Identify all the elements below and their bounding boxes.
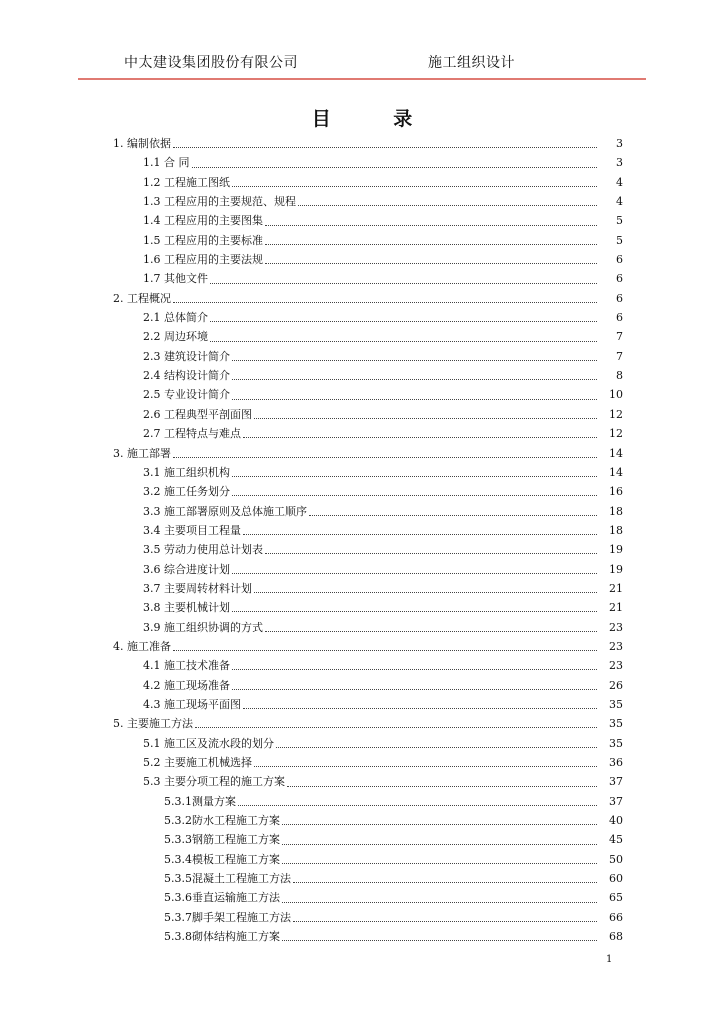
toc-entry-page: 10 [609, 388, 623, 402]
toc-entry-page: 14 [609, 446, 623, 460]
toc-leader-dots [287, 786, 597, 787]
toc-leader-dots [265, 263, 597, 264]
toc-entry-page: 26 [609, 678, 623, 692]
toc-entry-page: 60 [609, 872, 623, 886]
toc-entry[interactable] [113, 695, 623, 714]
toc-entry-page: 3 [616, 137, 623, 150]
toc-entry-page: 68 [609, 930, 623, 944]
toc-entry-page: 37 [609, 775, 623, 789]
toc-entry-label: 5. 主要施工方法 [113, 717, 193, 731]
toc-entry-page: 45 [609, 833, 623, 847]
page-number: 1 [606, 954, 613, 965]
toc-entry-label: 1.4 工程应用的主要图集 [143, 214, 263, 228]
toc-entry-label: 3.7 主要周转材料计划 [143, 581, 252, 595]
toc-entry-page: 7 [616, 330, 623, 344]
toc-entry-label: 2.7 工程特点与难点 [143, 427, 241, 441]
toc-entry[interactable] [113, 560, 623, 579]
toc-entry[interactable] [113, 618, 623, 637]
toc-entry-label: 4.1 施工技术准备 [143, 659, 230, 673]
toc-entry[interactable] [113, 908, 623, 927]
toc-leader-dots [293, 921, 597, 922]
toc-leader-dots [173, 302, 597, 303]
toc-leader-dots [173, 457, 597, 458]
toc-entry[interactable] [113, 269, 623, 288]
toc-entry-label: 3.8 主要机械计划 [143, 601, 230, 615]
toc-leader-dots [265, 225, 597, 226]
toc-leader-dots [210, 341, 597, 342]
toc-entry-label: 5.3.5混凝土工程施工方法 [164, 872, 291, 886]
toc-entry-page: 40 [609, 814, 623, 828]
toc-entry[interactable] [113, 714, 623, 733]
toc-leader-dots [192, 167, 598, 168]
toc-entry-label: 1.6 工程应用的主要法规 [143, 253, 263, 267]
toc-entry[interactable] [113, 153, 623, 172]
toc-entry-label: 1. 编制依据 [113, 137, 171, 150]
toc-leader-dots [232, 399, 597, 400]
toc-leader-dots [173, 650, 597, 651]
page-header [78, 48, 646, 80]
toc-entry[interactable] [113, 830, 623, 849]
toc-leader-dots [276, 747, 597, 748]
toc-entry[interactable] [113, 405, 623, 424]
toc-entry[interactable] [113, 250, 623, 269]
toc-entry[interactable] [113, 772, 623, 791]
toc-entry-page: 35 [609, 697, 623, 711]
toc-entry-page: 5 [616, 233, 623, 247]
toc-leader-dots [243, 437, 597, 438]
toc-entry-page: 3 [616, 156, 623, 170]
toc-entry-label: 5.3.7脚手架工程施工方法 [164, 910, 291, 924]
toc-entry[interactable] [113, 888, 623, 907]
toc-entry-page: 7 [616, 349, 623, 363]
toc-leader-dots [232, 476, 597, 477]
toc-entry-label: 5.3.2防水工程施工方案 [164, 814, 280, 828]
toc-entry[interactable] [113, 579, 623, 598]
toc-entry[interactable] [113, 811, 623, 830]
toc-entry-page: 18 [609, 523, 623, 537]
toc-entry[interactable] [113, 734, 623, 753]
toc-entry-page: 23 [609, 639, 623, 653]
toc-leader-dots [232, 689, 597, 690]
toc-leader-dots [195, 727, 597, 728]
toc-entry[interactable] [113, 540, 623, 559]
toc-entry-label: 4. 施工准备 [113, 639, 171, 653]
toc-entry-page: 35 [609, 717, 623, 731]
toc-entry-label: 3.4 主要项目工程量 [143, 523, 241, 537]
toc-leader-dots [232, 379, 597, 380]
toc-entry-page: 19 [609, 543, 623, 557]
toc-entry-label: 1.2 工程施工图纸 [143, 175, 230, 189]
toc-entry[interactable] [113, 676, 623, 695]
toc-entry-page: 12 [609, 407, 623, 421]
toc-leader-dots [232, 495, 597, 496]
company-name: 中太建设集团股份有限公司 [124, 55, 298, 71]
toc-entry-label: 3.3 施工部署原则及总体施工顺序 [143, 504, 307, 518]
toc-entry-label: 2.5 专业设计简介 [143, 388, 230, 402]
toc-leader-dots [238, 805, 597, 806]
toc-entry[interactable] [113, 444, 623, 463]
toc-entry-page: 6 [616, 272, 623, 286]
toc-entry[interactable] [113, 637, 623, 656]
toc-entry[interactable] [113, 792, 623, 811]
toc-entry-label: 5.3.3钢筋工程施工方案 [164, 833, 280, 847]
toc-entry-page: 50 [609, 852, 623, 866]
toc-leader-dots [282, 844, 597, 845]
toc-entry[interactable] [113, 347, 623, 366]
toc-leader-dots [282, 902, 597, 903]
toc-entry-label: 5.2 主要施工机械选择 [143, 756, 252, 769]
toc-leader-dots [293, 882, 597, 883]
toc-entry-page: 65 [609, 891, 623, 905]
toc-entry-page: 36 [609, 756, 623, 769]
toc-entry-label: 1.3 工程应用的主要规范、规程 [143, 195, 296, 209]
toc-entry-label: 5.3.8砌体结构施工方案 [164, 930, 280, 944]
toc-leader-dots [243, 534, 597, 535]
toc-entry[interactable] [113, 463, 623, 482]
toc-entry-label: 5.3 主要分项工程的施工方案 [143, 775, 285, 789]
toc-entry-label: 2.2 周边环境 [143, 330, 208, 344]
toc-entry-page: 6 [616, 311, 623, 325]
toc-leader-dots [254, 766, 597, 767]
toc-entry-label: 3.1 施工组织机构 [143, 465, 230, 479]
toc-leader-dots [282, 940, 597, 941]
toc-leader-dots [265, 553, 597, 554]
toc-entry[interactable] [113, 598, 623, 617]
toc-entry[interactable] [113, 211, 623, 230]
toc-leader-dots [298, 205, 597, 206]
toc-entry[interactable] [113, 927, 623, 946]
toc-entry-label: 1.5 工程应用的主要标准 [143, 233, 263, 247]
toc-entry-page: 8 [616, 369, 623, 383]
toc-entry-page: 4 [616, 175, 623, 189]
toc-leader-dots [309, 515, 597, 516]
toc-entry-label: 2.4 结构设计简介 [143, 369, 230, 383]
toc-entry[interactable] [113, 424, 623, 443]
toc-entry-label: 3.2 施工任务划分 [143, 485, 230, 499]
toc-entry-label: 5.1 施工区及流水段的划分 [143, 736, 274, 750]
toc-entry-page: 16 [609, 485, 623, 499]
toc-entry-page: 14 [609, 465, 623, 479]
toc-entry-label: 3.9 施工组织协调的方式 [143, 620, 263, 634]
toc-entry-page: 6 [616, 291, 623, 305]
toc-entry[interactable] [113, 366, 623, 385]
toc-entry[interactable] [113, 134, 623, 153]
toc-entry-label: 4.2 施工现场准备 [143, 678, 230, 692]
toc-entry-page: 5 [616, 214, 623, 228]
toc-entry[interactable] [113, 289, 623, 308]
toc-leader-dots [210, 321, 597, 322]
toc-entry-page: 19 [609, 562, 623, 576]
toc-leader-dots [265, 244, 597, 245]
toc-entry-page: 66 [609, 910, 623, 924]
toc-entry-page: 4 [616, 195, 623, 209]
document-name: 施工组织设计 [428, 55, 515, 71]
toc-entry[interactable] [113, 308, 623, 327]
toc-entry-label: 2.6 工程典型平剖面图 [143, 407, 252, 421]
toc-title: 目 录 [311, 108, 441, 130]
toc-entry[interactable] [113, 753, 623, 772]
toc-leader-dots [232, 669, 597, 670]
toc-entry-label: 5.3.1测量方案 [164, 794, 236, 808]
toc-leader-dots [243, 708, 597, 709]
toc-entry[interactable] [113, 327, 623, 346]
toc-entry[interactable] [113, 482, 623, 501]
toc-entry-page: 35 [609, 736, 623, 750]
toc-leader-dots [282, 824, 597, 825]
toc-leader-dots [232, 611, 597, 612]
table-of-contents [113, 134, 623, 946]
toc-entry[interactable] [113, 385, 623, 404]
toc-entry-label: 1.7 其他文件 [143, 272, 208, 286]
toc-leader-dots [254, 592, 597, 593]
toc-entry-label: 3. 施工部署 [113, 446, 171, 460]
toc-leader-dots [282, 863, 597, 864]
toc-leader-dots [232, 360, 597, 361]
toc-entry-page: 23 [609, 659, 623, 673]
toc-entry-label: 3.6 综合进度计划 [143, 562, 230, 576]
toc-entry-page: 18 [609, 504, 623, 518]
toc-leader-dots [210, 283, 597, 284]
toc-leader-dots [173, 147, 597, 148]
toc-leader-dots [232, 573, 597, 574]
toc-entry[interactable] [113, 869, 623, 888]
toc-entry[interactable] [113, 521, 623, 540]
toc-entry[interactable] [113, 850, 623, 869]
toc-entry-page: 12 [609, 427, 623, 441]
toc-entry[interactable] [113, 656, 623, 675]
toc-entry-page: 23 [609, 620, 623, 634]
toc-leader-dots [265, 631, 597, 632]
toc-entry-page: 37 [609, 794, 623, 808]
toc-entry-page: 21 [609, 601, 623, 615]
toc-entry[interactable] [113, 173, 623, 192]
toc-entry[interactable] [113, 502, 623, 521]
toc-entry-label: 2.3 建筑设计简介 [143, 349, 230, 363]
toc-entry-label: 2.1 总体简介 [143, 311, 208, 325]
toc-leader-dots [254, 418, 597, 419]
toc-entry[interactable] [113, 192, 623, 211]
toc-entry-label: 5.3.4模板工程施工方案 [164, 852, 280, 866]
toc-leader-dots [232, 186, 597, 187]
toc-entry-label: 4.3 施工现场平面图 [143, 697, 241, 711]
toc-entry-label: 2. 工程概况 [113, 291, 171, 305]
toc-entry-label: 5.3.6垂直运输施工方法 [164, 891, 280, 905]
toc-entry-label: 3.5 劳动力使用总计划表 [143, 543, 263, 557]
toc-entry-label: 1.1 合 同 [143, 156, 190, 170]
toc-entry[interactable] [113, 231, 623, 250]
toc-entry-page: 21 [609, 581, 623, 595]
toc-entry-page: 6 [616, 253, 623, 267]
